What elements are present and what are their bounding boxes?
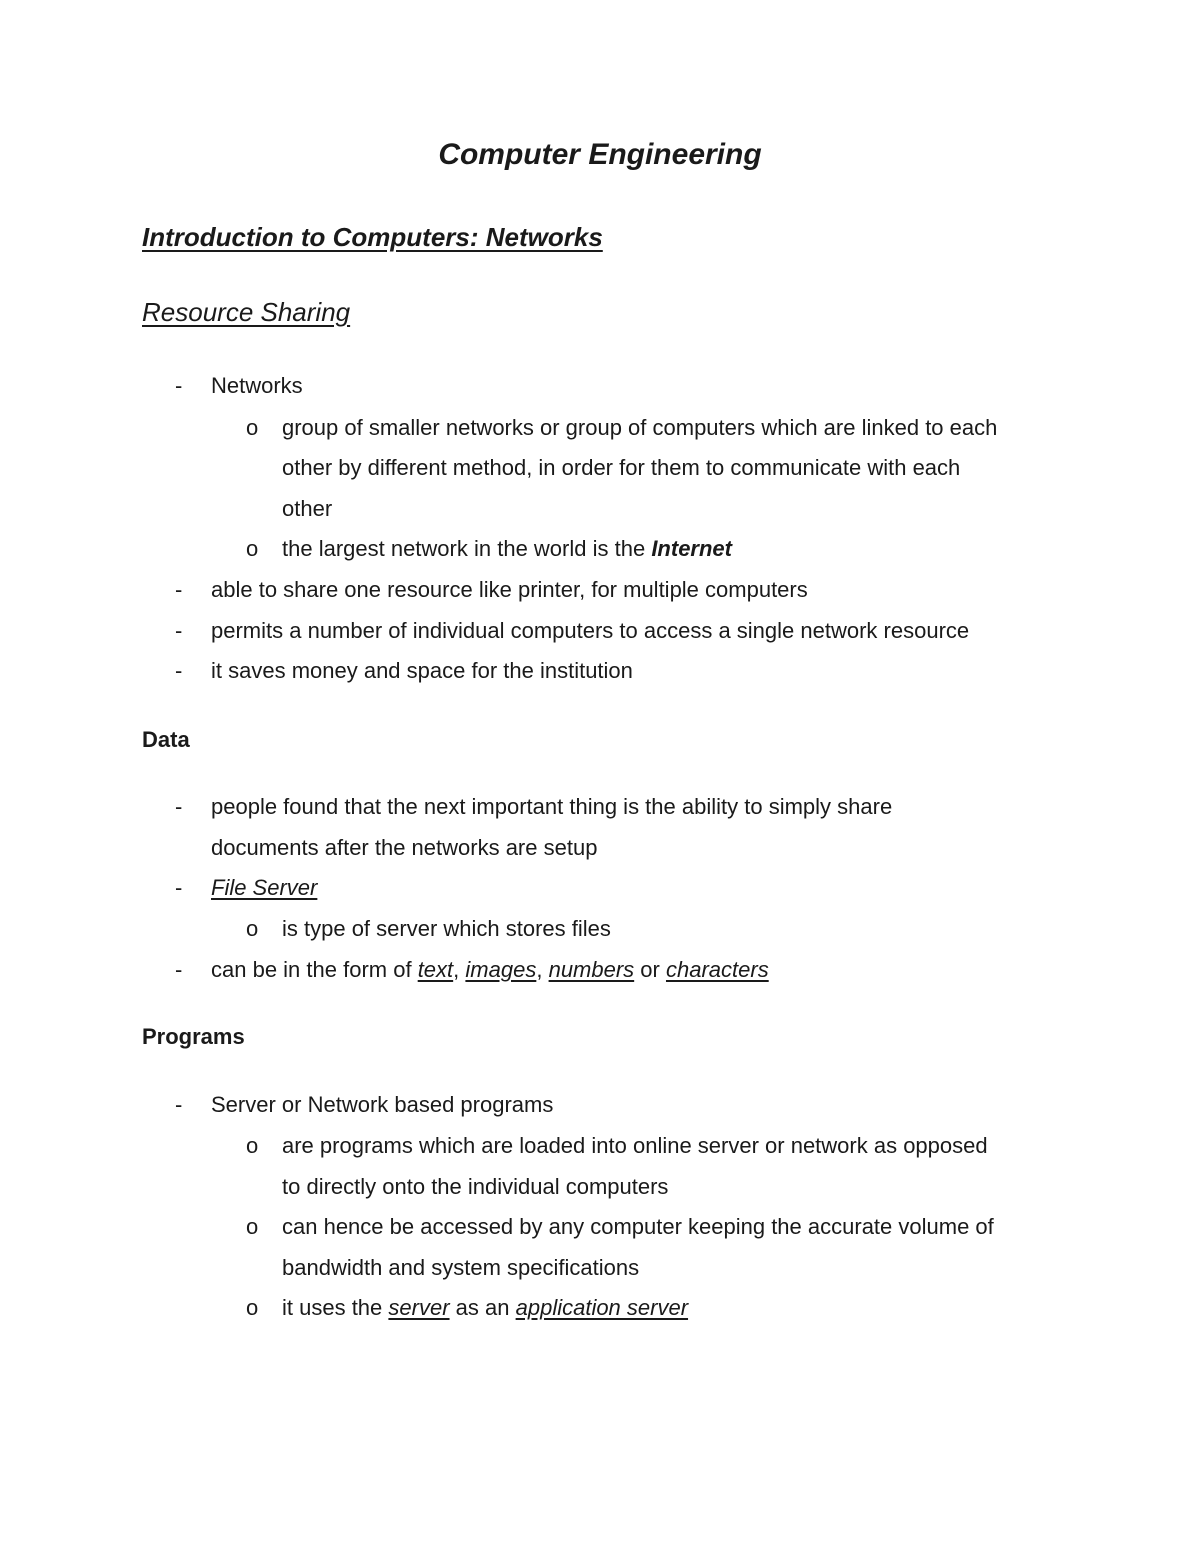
comma: ,	[453, 957, 460, 982]
bullet-circle: o	[246, 536, 259, 561]
term-text: text	[417, 957, 454, 982]
term-application-server: application server	[515, 1295, 689, 1320]
section-heading: Introduction to Computers: Networks	[142, 222, 603, 252]
list-item-app-server	[282, 1294, 688, 1322]
text-span: or	[640, 957, 660, 982]
term-characters: characters	[665, 957, 769, 982]
bullet-dash: -	[175, 957, 183, 982]
bullet-circle: o	[246, 1295, 259, 1320]
bullet-dash: -	[175, 875, 183, 900]
data-heading: Data	[142, 727, 190, 752]
list-item-line: group of smaller networks or group of computers which are linked to each	[282, 415, 998, 440]
programs-heading: Programs	[142, 1024, 245, 1049]
bullet-dash: -	[175, 373, 183, 398]
bullet-circle: o	[246, 916, 259, 941]
emphasis-internet: Internet	[651, 536, 732, 561]
text-span: can be in the form of	[211, 957, 412, 982]
list-item-line: bandwidth and system specifications	[282, 1255, 640, 1280]
bullet-circle: o	[246, 415, 259, 440]
list-item-line: to directly onto the individual computers	[282, 1174, 669, 1199]
list-item-networks: Networks	[211, 373, 303, 398]
list-item-line: can hence be accessed by any computer keeping the accurate volume of	[282, 1214, 994, 1239]
bullet-dash: -	[175, 658, 183, 683]
list-item: Server or Network based programs	[211, 1092, 554, 1117]
bullet-dash: -	[175, 1092, 183, 1117]
bullet-dash: -	[175, 618, 183, 643]
bullet-circle: o	[246, 1133, 259, 1158]
list-item-line: people found that the next important thing is the ability to simply share	[211, 794, 893, 819]
text-span: as an	[455, 1295, 510, 1320]
comma: ,	[536, 957, 543, 982]
list-item: permits a number of individual computers to access a single network resource	[211, 618, 970, 643]
list-item-internet	[282, 535, 732, 563]
list-item: is type of server which stores files	[282, 916, 611, 941]
list-item-data-forms	[211, 956, 769, 984]
file-server-term: File Server	[211, 875, 318, 900]
text-span: it uses the	[282, 1295, 383, 1320]
list-item-line: are programs which are loaded into online server or network as opposed	[282, 1133, 988, 1158]
term-numbers: numbers	[548, 957, 635, 982]
bullet-dash: -	[175, 794, 183, 819]
list-item: it saves money and space for the institution	[211, 658, 633, 683]
list-item-line: other by different method, in order for them to communicate with each	[282, 455, 961, 480]
list-item-line: documents after the networks are setup	[211, 835, 598, 860]
resource-sharing-heading: Resource Sharing	[142, 297, 351, 327]
list-item: able to share one resource like printer, for multiple computers	[211, 577, 808, 602]
term-server: server	[388, 1295, 450, 1320]
term-images: images	[465, 957, 537, 982]
list-item-line: other	[282, 496, 333, 521]
text-span: the largest network in the world is the	[282, 536, 646, 561]
document-title: Computer Engineering	[438, 138, 762, 171]
bullet-dash: -	[175, 577, 183, 602]
bullet-circle: o	[246, 1214, 259, 1239]
